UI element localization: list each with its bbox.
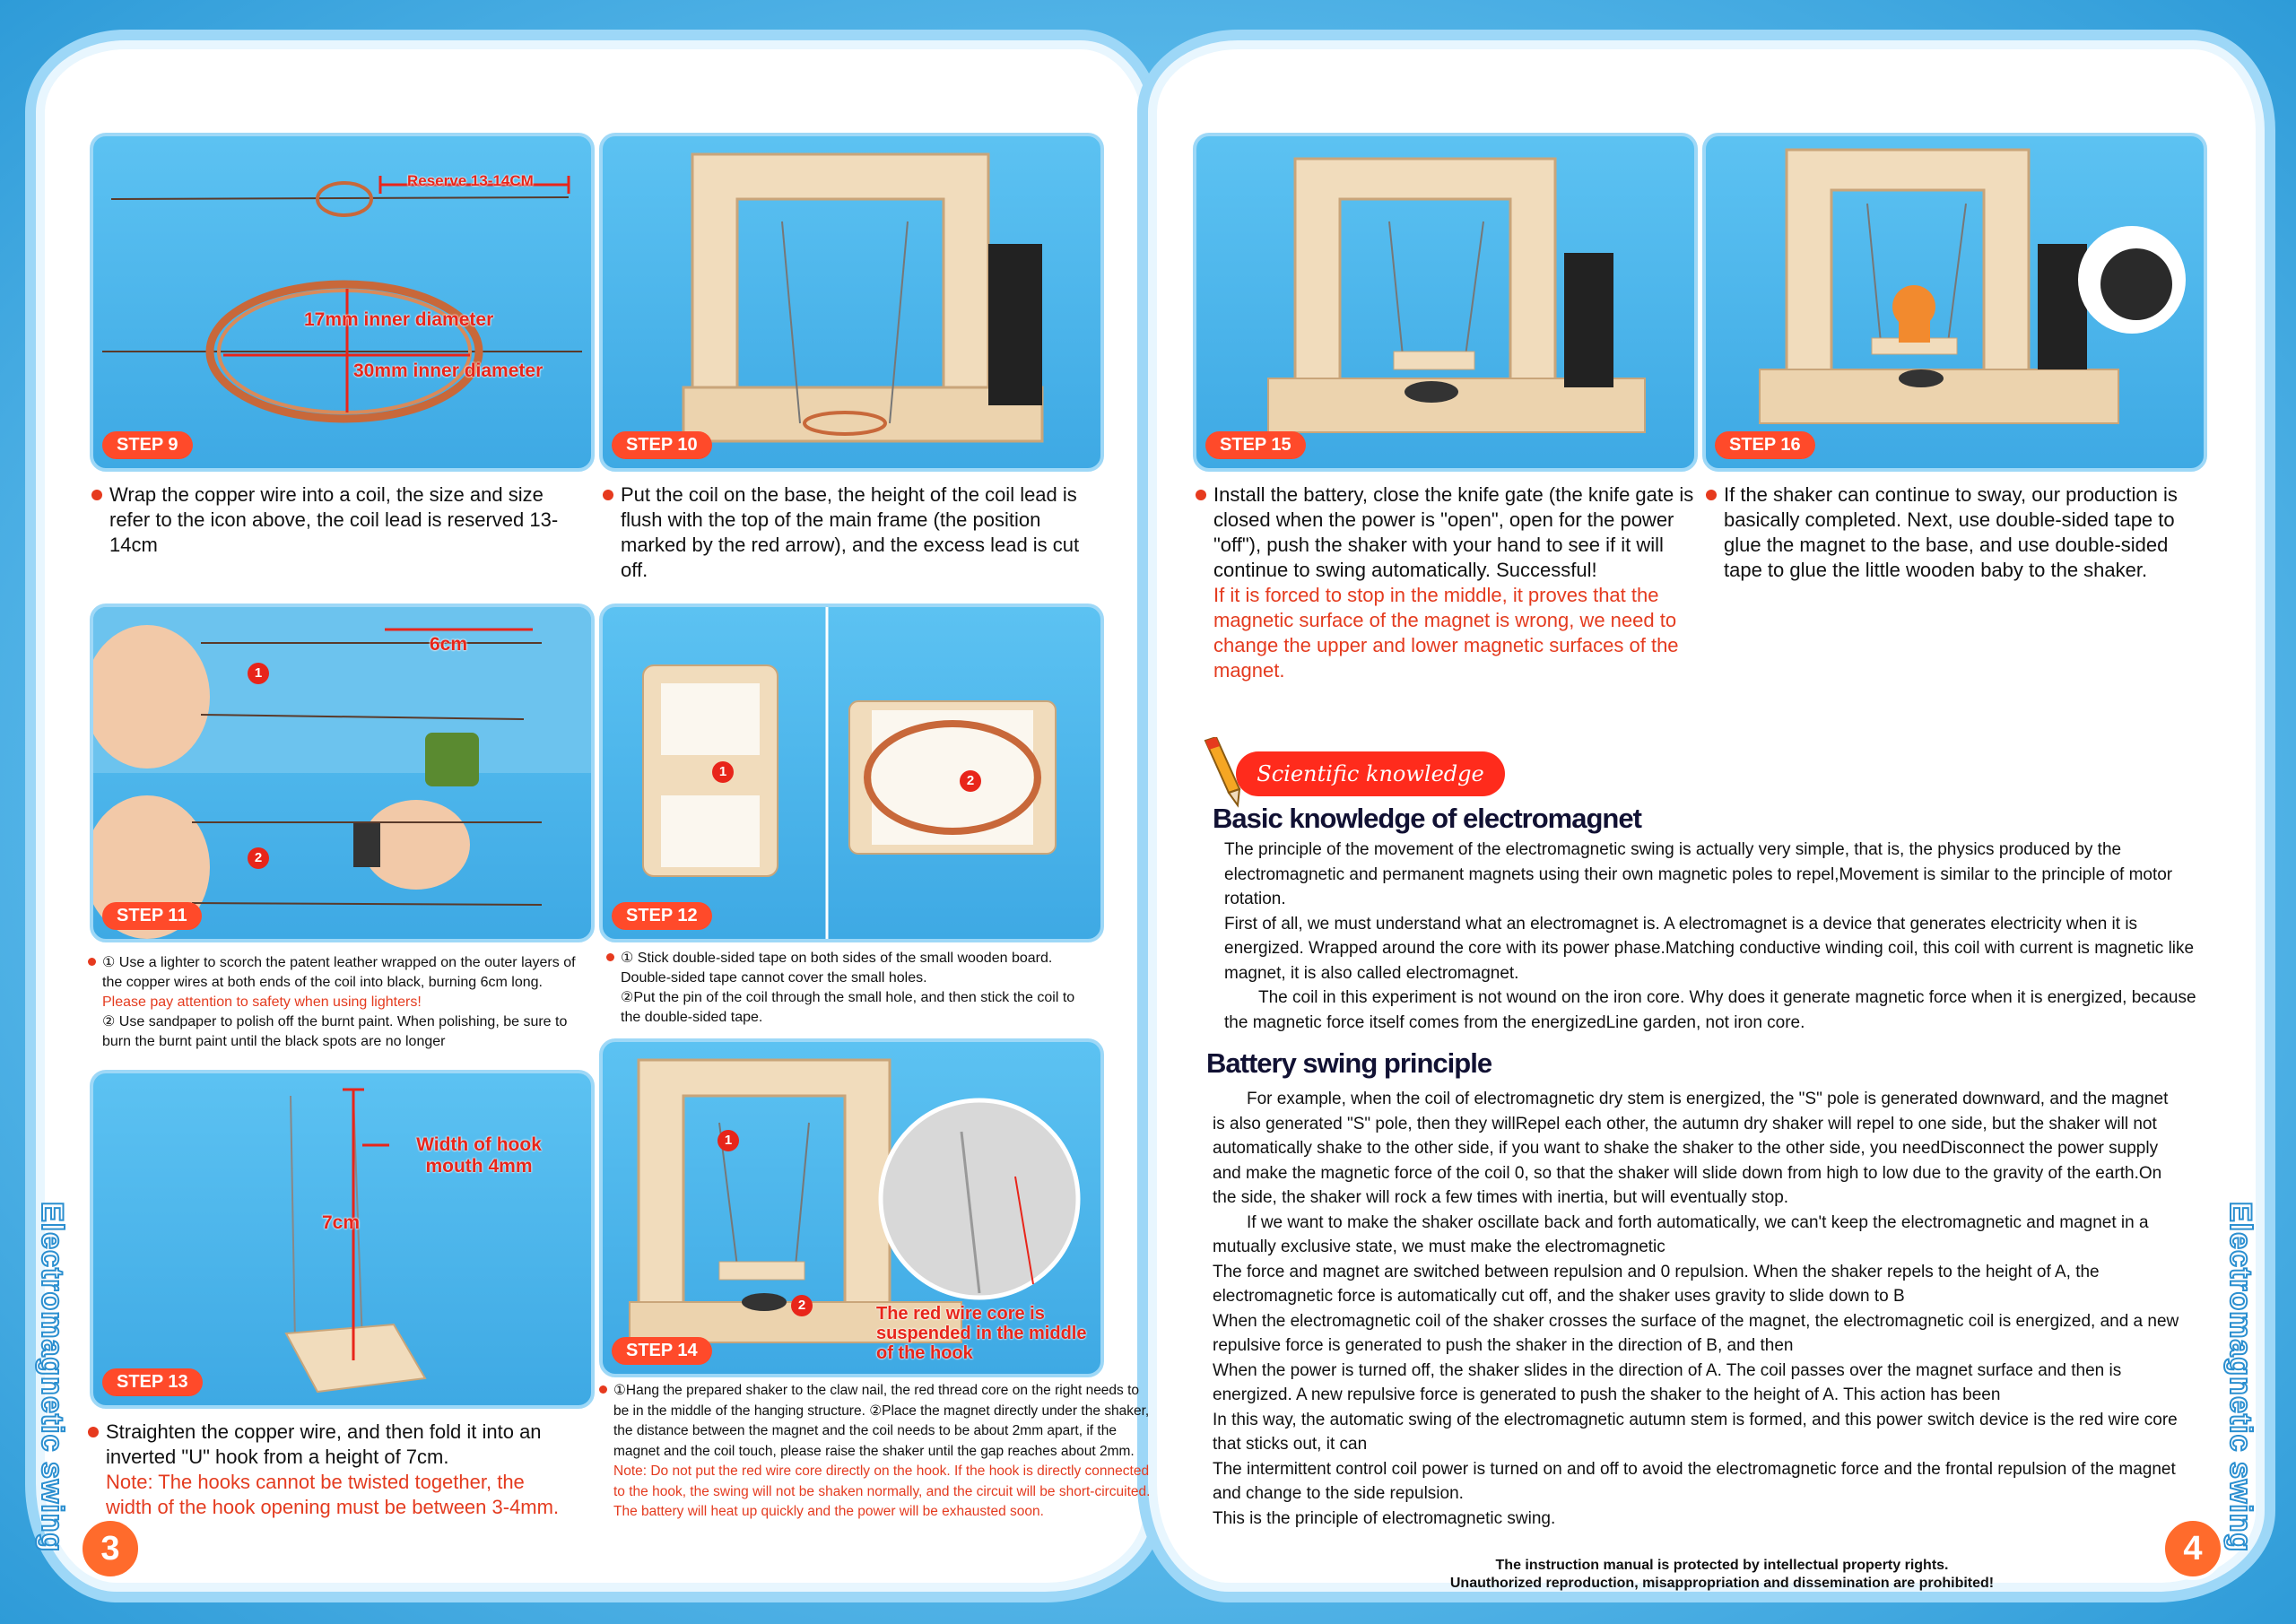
marker-1: 1 xyxy=(718,1130,739,1151)
outer-diameter-label: 30mm inner diameter xyxy=(353,360,544,381)
page-number-right: 4 xyxy=(2161,1517,2224,1580)
step-badge: STEP 11 xyxy=(102,902,202,930)
swing-with-toy-illustration xyxy=(1706,136,2204,468)
red-wire-label: The red wire core is suspended in the middle of the hook xyxy=(876,1304,1087,1363)
step14-text: ①Hang the prepared shaker to the claw nail, the red thread core on the right needs to be in the middle of the hanging structure. ②Place the magnet directly under the shaker, the distance between the magnet and the coil needs to be about 2mm apart, if the magnet and the coil touch, please raise the shaker until the gap reaches about 2mm. Note: Do not put the red wire core directly on the hook. If the hook is directly connected to the hook, the swing will not be shaken normally, and the circuit will be short-circuited. The battery will heat up quickly and the power will be exhausted soon. xyxy=(613,1381,1156,1523)
side-title-left: Electromagnetic swing xyxy=(35,1202,69,1553)
step16-text: If the shaker can continue to sway, our production is basically completed. Next, use double-sided tape to glue the magnet to the base, and use double-sided tape to glue the little wooden baby to the shaker. xyxy=(1724,482,2208,583)
scientific-knowledge-badge: Scientific knowledge xyxy=(1236,751,1505,796)
marker-1: 1 xyxy=(248,663,269,684)
step12-text: ① Stick double-sided tape on both sides of the small wooden board. Double-sided tape cannot cover the small holes. ②Put the pin of the coil through the small hole, and then stick the coil to the double-sided tape. xyxy=(621,949,1087,1028)
swing-frame-illustration xyxy=(603,136,1100,468)
hook-height-label: 7cm xyxy=(322,1212,361,1233)
step13-text: Straighten the copper wire, and then fold it into an inverted "U" hook from a height of 7cm. Note: The hooks cannot be twisted together, the width of the hook opening must be between 3-4mm. xyxy=(106,1420,572,1520)
step11-text: ① Use a lighter to scorch the patent leather wrapped on the outer layers of the copper wires at both ends of the coil into black, burning 6cm long. Please pay attention to safety when using lighters! ② Use sandpaper to polish off the burnt paint. When polishing, be sure to burn the burnt paint until the black spots are no longer xyxy=(102,953,578,1052)
inner-diameter-label: 17mm inner diameter xyxy=(304,309,494,330)
step9-text: Wrap the copper wire into a coil, the size and size refer to the icon above, the coil lead is reserved 13-14cm xyxy=(109,482,567,558)
hook-illustration xyxy=(93,1073,591,1405)
step-badge: STEP 15 xyxy=(1205,431,1306,459)
heading-electromagnet: Basic knowledge of electromagnet xyxy=(1213,803,1641,834)
step12-photo xyxy=(599,604,1104,942)
marker-2: 2 xyxy=(248,847,269,869)
page-number-left: 3 xyxy=(79,1517,142,1580)
step14-photo xyxy=(599,1038,1104,1377)
step-badge: STEP 9 xyxy=(102,431,193,459)
marker-2: 2 xyxy=(960,770,981,792)
step-badge: STEP 10 xyxy=(612,431,712,459)
step10-photo xyxy=(599,133,1104,472)
step13-photo xyxy=(90,1070,595,1409)
reserve-label: Reserve 13-14CM xyxy=(407,172,534,189)
step16-photo xyxy=(1702,133,2207,472)
board-illustration xyxy=(603,607,1100,939)
hook-width-label: Width of hook mouth 4mm xyxy=(416,1134,542,1177)
step9-photo xyxy=(90,133,595,472)
step15-text: Install the battery, close the knife gate (the knife gate is closed when the power is "open", open for the power "off"), push the shaker with your hand to see if it will continue to swing automatically. Successful! If it is forced to stop in the middle, it proves that the magnetic surface of the magnet is wrong, we need to change the upper and lower magnetic surfaces of the magnet. xyxy=(1213,482,1698,683)
step15-photo xyxy=(1193,133,1698,472)
marker-2: 2 xyxy=(791,1295,813,1316)
step-badge: STEP 14 xyxy=(612,1337,712,1365)
swing-principle-text: For example, when the coil of electromagnetic dry stem is energized, the "S" pole is generated downward, and the magnet is also generated "S" pole, then they willRepel each other, the autumn dry shaker will repel to one side, but the shaker will not automatically shake to the other side, if you want to shake the shaker to the other side, you needDisconnect the power supply and make the magnetic force of the coil 0, so that the shaker will slide down from high to low due to the gravity of the earth.On the side, the shaker will rock a few times with inertia, but will eventually stop. If we want to make the shaker oscillate back and forth automatically, we can't keep the electromagnetic and magnet in a mutually exclusive state, we must make the electromagnetic The force and magnet are switched between repulsion and 0 repulsion. When the shaker repels to the height of A, the electromagnetic force is automatically cut off, and the shaker uses gravity to slide down to B When the electromagnetic coil of the shaker crosses the surface of the magnet, the electromagnetic coil is energized, and a new repulsive force is generated to push the shaker in the direction of B, and then When the power is turned off, the shaker slides in the direction of A. The coil passes over the magnet surface and then is energized. A new repulsive force is generated to push the shaker to the height of A. This action has been In this way, the automatic swing of the electromagnetic autumn stem is formed, and this power switch device is the red wire core that sticks out, it can The intermittent control coil power is turned on and off to avoid the electromagnetic force and the frontal repulsion of the magnet and change to the side repulsion. This is the principle of electromagnetic swing. xyxy=(1213,1090,2179,1528)
step-badge: STEP 12 xyxy=(612,902,712,930)
electromagnet-text: The principle of the movement of the electromagnetic swing is actually very simple, that is, the physics produced by the electromagnetic and permanent magnets using their own magnetic poles to repel,Movement is similar to the principle of motor rotation. First of all, we must understand what an electromagnet is. A electromagnet is a device that generates electricity when it is energized. Wrapped around the core with its power phase.Matching conductive winding coil, this coil with current is magnetic like magnet, it is also called electromagnet. The coil in this experiment is not wound on the iron core. Why does it generate magnetic force when it is energized, because the magnetic force itself comes from the energizedLine garden, not iron core. xyxy=(1224,840,2196,1032)
step11-photo xyxy=(90,604,595,942)
side-title-right: Electromagnetic swing xyxy=(2223,1202,2257,1553)
completed-swing-illustration xyxy=(1196,136,1694,468)
wire-burning-illustration xyxy=(93,607,591,939)
step10-text: Put the coil on the base, the height of the coil lead is flush with the top of the main frame (the position marked by the red arrow), and the excess lead is cut off. xyxy=(621,482,1087,583)
heading-swing-principle: Battery swing principle xyxy=(1206,1047,1492,1079)
copyright-notice: The instruction manual is protected by intellectual property rights. Unauthorized reproduction, misappropriation and dissemination are prohibited! xyxy=(1449,1558,1995,1591)
length-label: 6cm xyxy=(430,634,468,655)
step-badge: STEP 16 xyxy=(1715,431,1815,459)
marker-1: 1 xyxy=(712,761,734,783)
step-badge: STEP 13 xyxy=(102,1368,203,1396)
